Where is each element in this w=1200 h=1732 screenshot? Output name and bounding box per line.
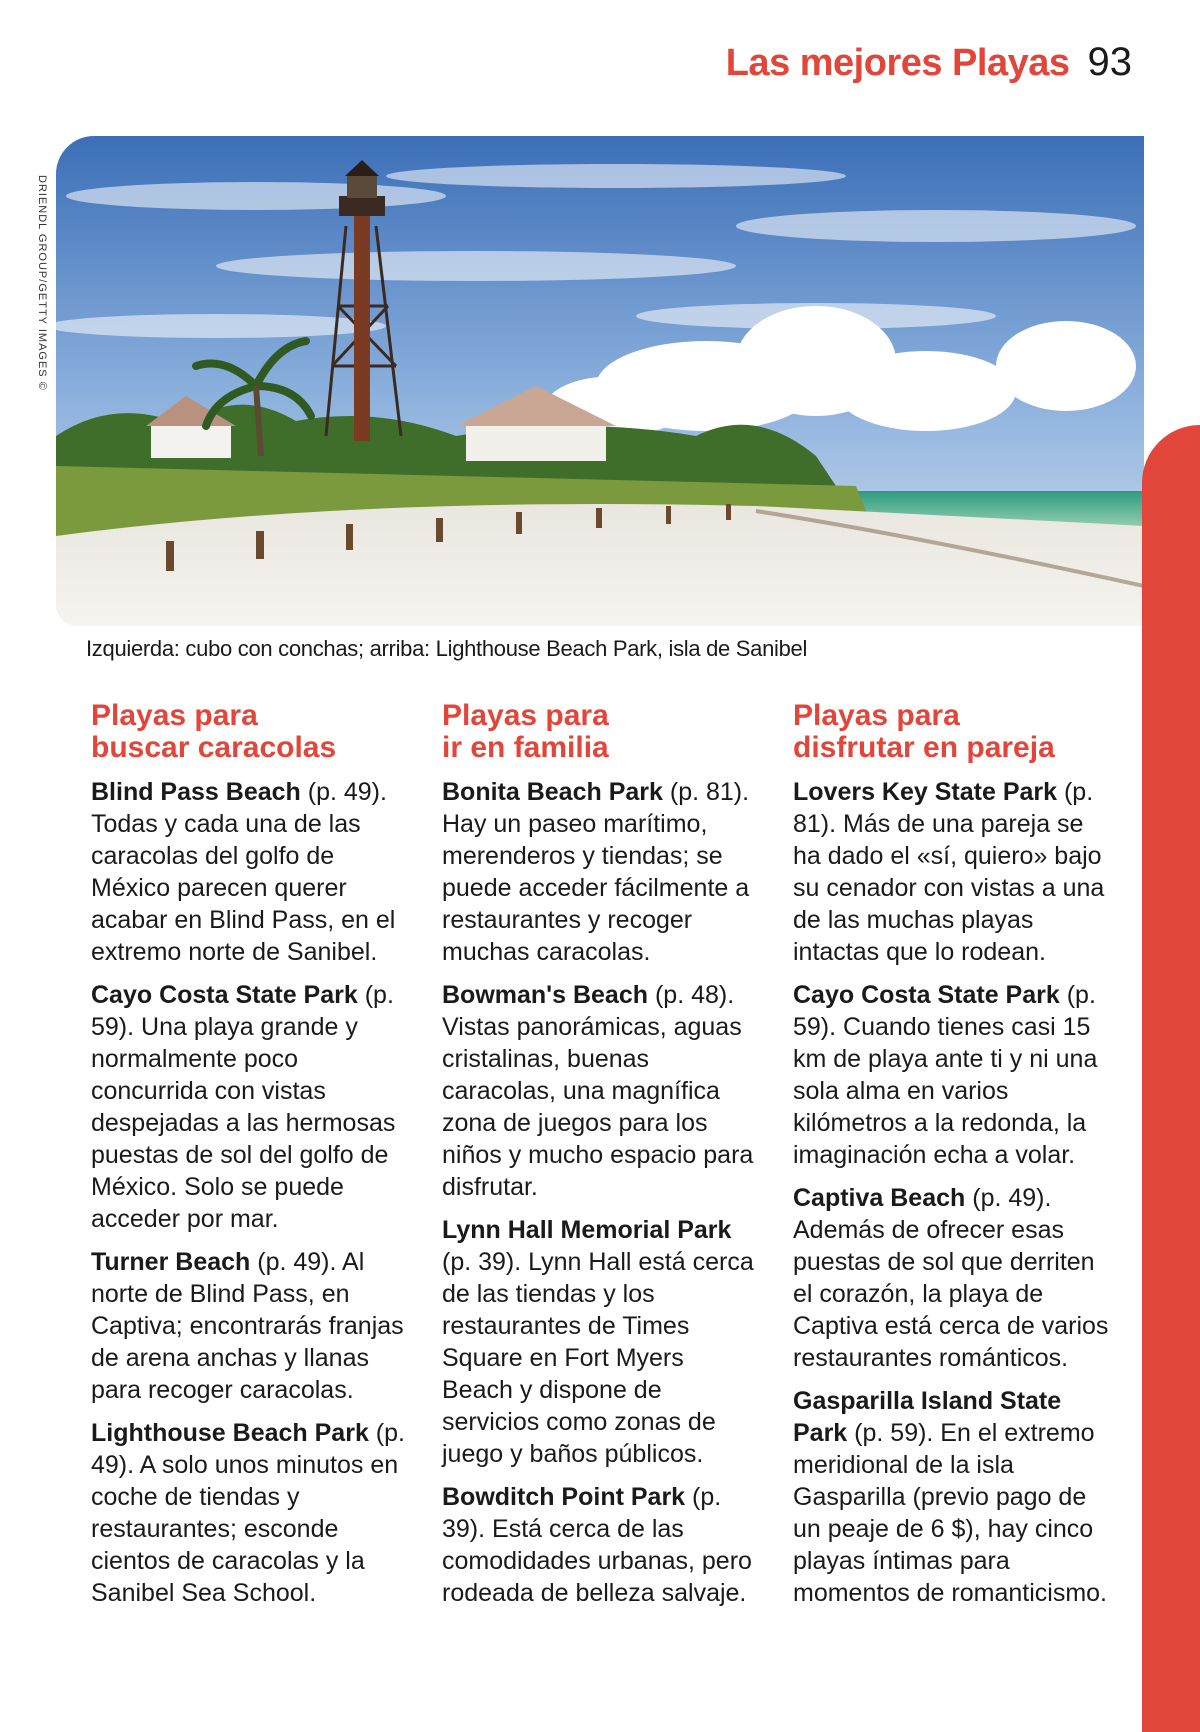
beach-name: Bowman's Beach — [442, 981, 649, 1009]
page-header — [726, 40, 1132, 85]
beach-description: (p. 59). Cuando tienes casi 15 km de playa ante ti y ni una sola alma en varios kilómetros a la redonda, la imaginación echa a volar. — [793, 981, 1098, 1169]
beach-description: (p. 39). Está cerca de las comodidades urbanas, pero rodeada de belleza salvaje. — [442, 1483, 752, 1607]
beach-name: Turner Beach — [91, 1248, 251, 1276]
section-title: Las mejores Playas — [725, 42, 1070, 84]
beach-description: (p. 49). A solo unos minutos en coche de tiendas y restaurantes; esconde cientos de caracolas y la Sanibel Sea School. — [91, 1419, 405, 1607]
beach-name: Gasparilla Island State Park — [793, 1387, 1062, 1447]
column-title-line: ir en familia — [442, 731, 609, 764]
beach-entry — [442, 979, 758, 1203]
beach-entry — [91, 776, 407, 968]
beach-name: Lovers Key State Park — [793, 778, 1058, 806]
column-shells — [91, 700, 442, 1620]
beach-name: Captiva Beach — [793, 1184, 966, 1212]
photo-caption: Izquierda: cubo con conchas; arriba: Lighthouse Beach Park, isla de Sanibel — [86, 636, 808, 661]
column-title — [91, 700, 411, 764]
beach-entry — [442, 776, 758, 968]
beach-description: (p. 49). Todas y cada una de las caracolas del golfo de México parecen querer acabar en Blind Pass, en el extremo norte de Sanibel. — [91, 778, 396, 966]
beach-description: (p. 59). Una playa grande y normalmente poco concurrida con vistas despejadas a las hermosas puestas de sol del golfo de México. Solo se puede acceder por mar. — [91, 981, 396, 1233]
column-title — [442, 700, 762, 764]
column-title-line: Playas para — [442, 699, 609, 732]
column-couples — [793, 700, 1144, 1620]
column-title-line: disfrutar en pareja — [793, 731, 1055, 764]
beach-entry — [793, 979, 1109, 1171]
beach-name: Lynn Hall Memorial Park — [442, 1216, 732, 1244]
beach-name: Lighthouse Beach Park — [91, 1419, 369, 1447]
beach-entry — [442, 1481, 758, 1609]
photo-credit-text: DRIENDL GROUP/GETTY IMAGES © — [36, 175, 48, 391]
photo-credit — [30, 175, 50, 415]
column-title-line: Playas para — [91, 699, 258, 732]
page-number: 93 — [1087, 40, 1132, 84]
beach-entry — [91, 1246, 407, 1406]
column-title-line: Playas para — [793, 699, 960, 732]
beach-entry — [91, 1417, 407, 1609]
lighthouse-photo — [56, 136, 1144, 626]
beach-description: (p. 49). Al norte de Blind Pass, en Captiva; encontrarás franjas de arena anchas y llanas para recoger caracolas. — [91, 1248, 404, 1404]
beach-name: Bowditch Point Park — [442, 1483, 686, 1511]
column-title-line: buscar caracolas — [91, 731, 337, 764]
beach-description: (p. 49). Además de ofrecer esas puestas de sol que derriten el corazón, la playa de Captiva está cerca de varios restaurantes románticos. — [793, 1184, 1109, 1372]
beach-description: (p. 48). Vistas panorámicas, aguas cristalinas, buenas caracolas, una magnífica zona de juegos para los niños y mucho espacio para disfrutar. — [442, 981, 754, 1201]
beach-description: (p. 59). En el extremo meridional de la isla Gasparilla (previo pago de un peaje de 6 $), hay cinco playas íntimas para momentos de romanticismo. — [793, 1419, 1108, 1607]
beach-description: (p. 81). Más de una pareja se ha dado el «sí, quiero» bajo su cenador con vistas a una de las muchas playas intactas que lo rodean. — [793, 778, 1105, 966]
beach-columns — [91, 700, 1144, 1620]
beach-entry — [793, 776, 1109, 968]
beach-name: Blind Pass Beach — [91, 778, 301, 806]
beach-description: (p. 81). Hay un paseo marítimo, merenderos y tiendas; se puede acceder fácilmente a restaurantes y recoger muchas caracolas. — [442, 778, 750, 966]
beach-entry — [91, 979, 407, 1235]
beach-entry — [793, 1182, 1109, 1374]
column-title — [793, 700, 1113, 764]
beach-entry — [793, 1385, 1109, 1609]
accent-band — [1142, 425, 1200, 1732]
column-family — [442, 700, 793, 1620]
beach-name: Cayo Costa State Park — [91, 981, 358, 1009]
beach-entry — [442, 1214, 758, 1470]
beach-name: Cayo Costa State Park — [793, 981, 1060, 1009]
beach-description: (p. 39). Lynn Hall está cerca de las tiendas y los restaurantes de Times Square en Fort Myers Beach y dispone de servicios como zonas de juego y baños públicos. — [442, 1248, 754, 1468]
beach-name: Bonita Beach Park — [442, 778, 663, 806]
lighthouse-illustration — [56, 136, 1144, 626]
